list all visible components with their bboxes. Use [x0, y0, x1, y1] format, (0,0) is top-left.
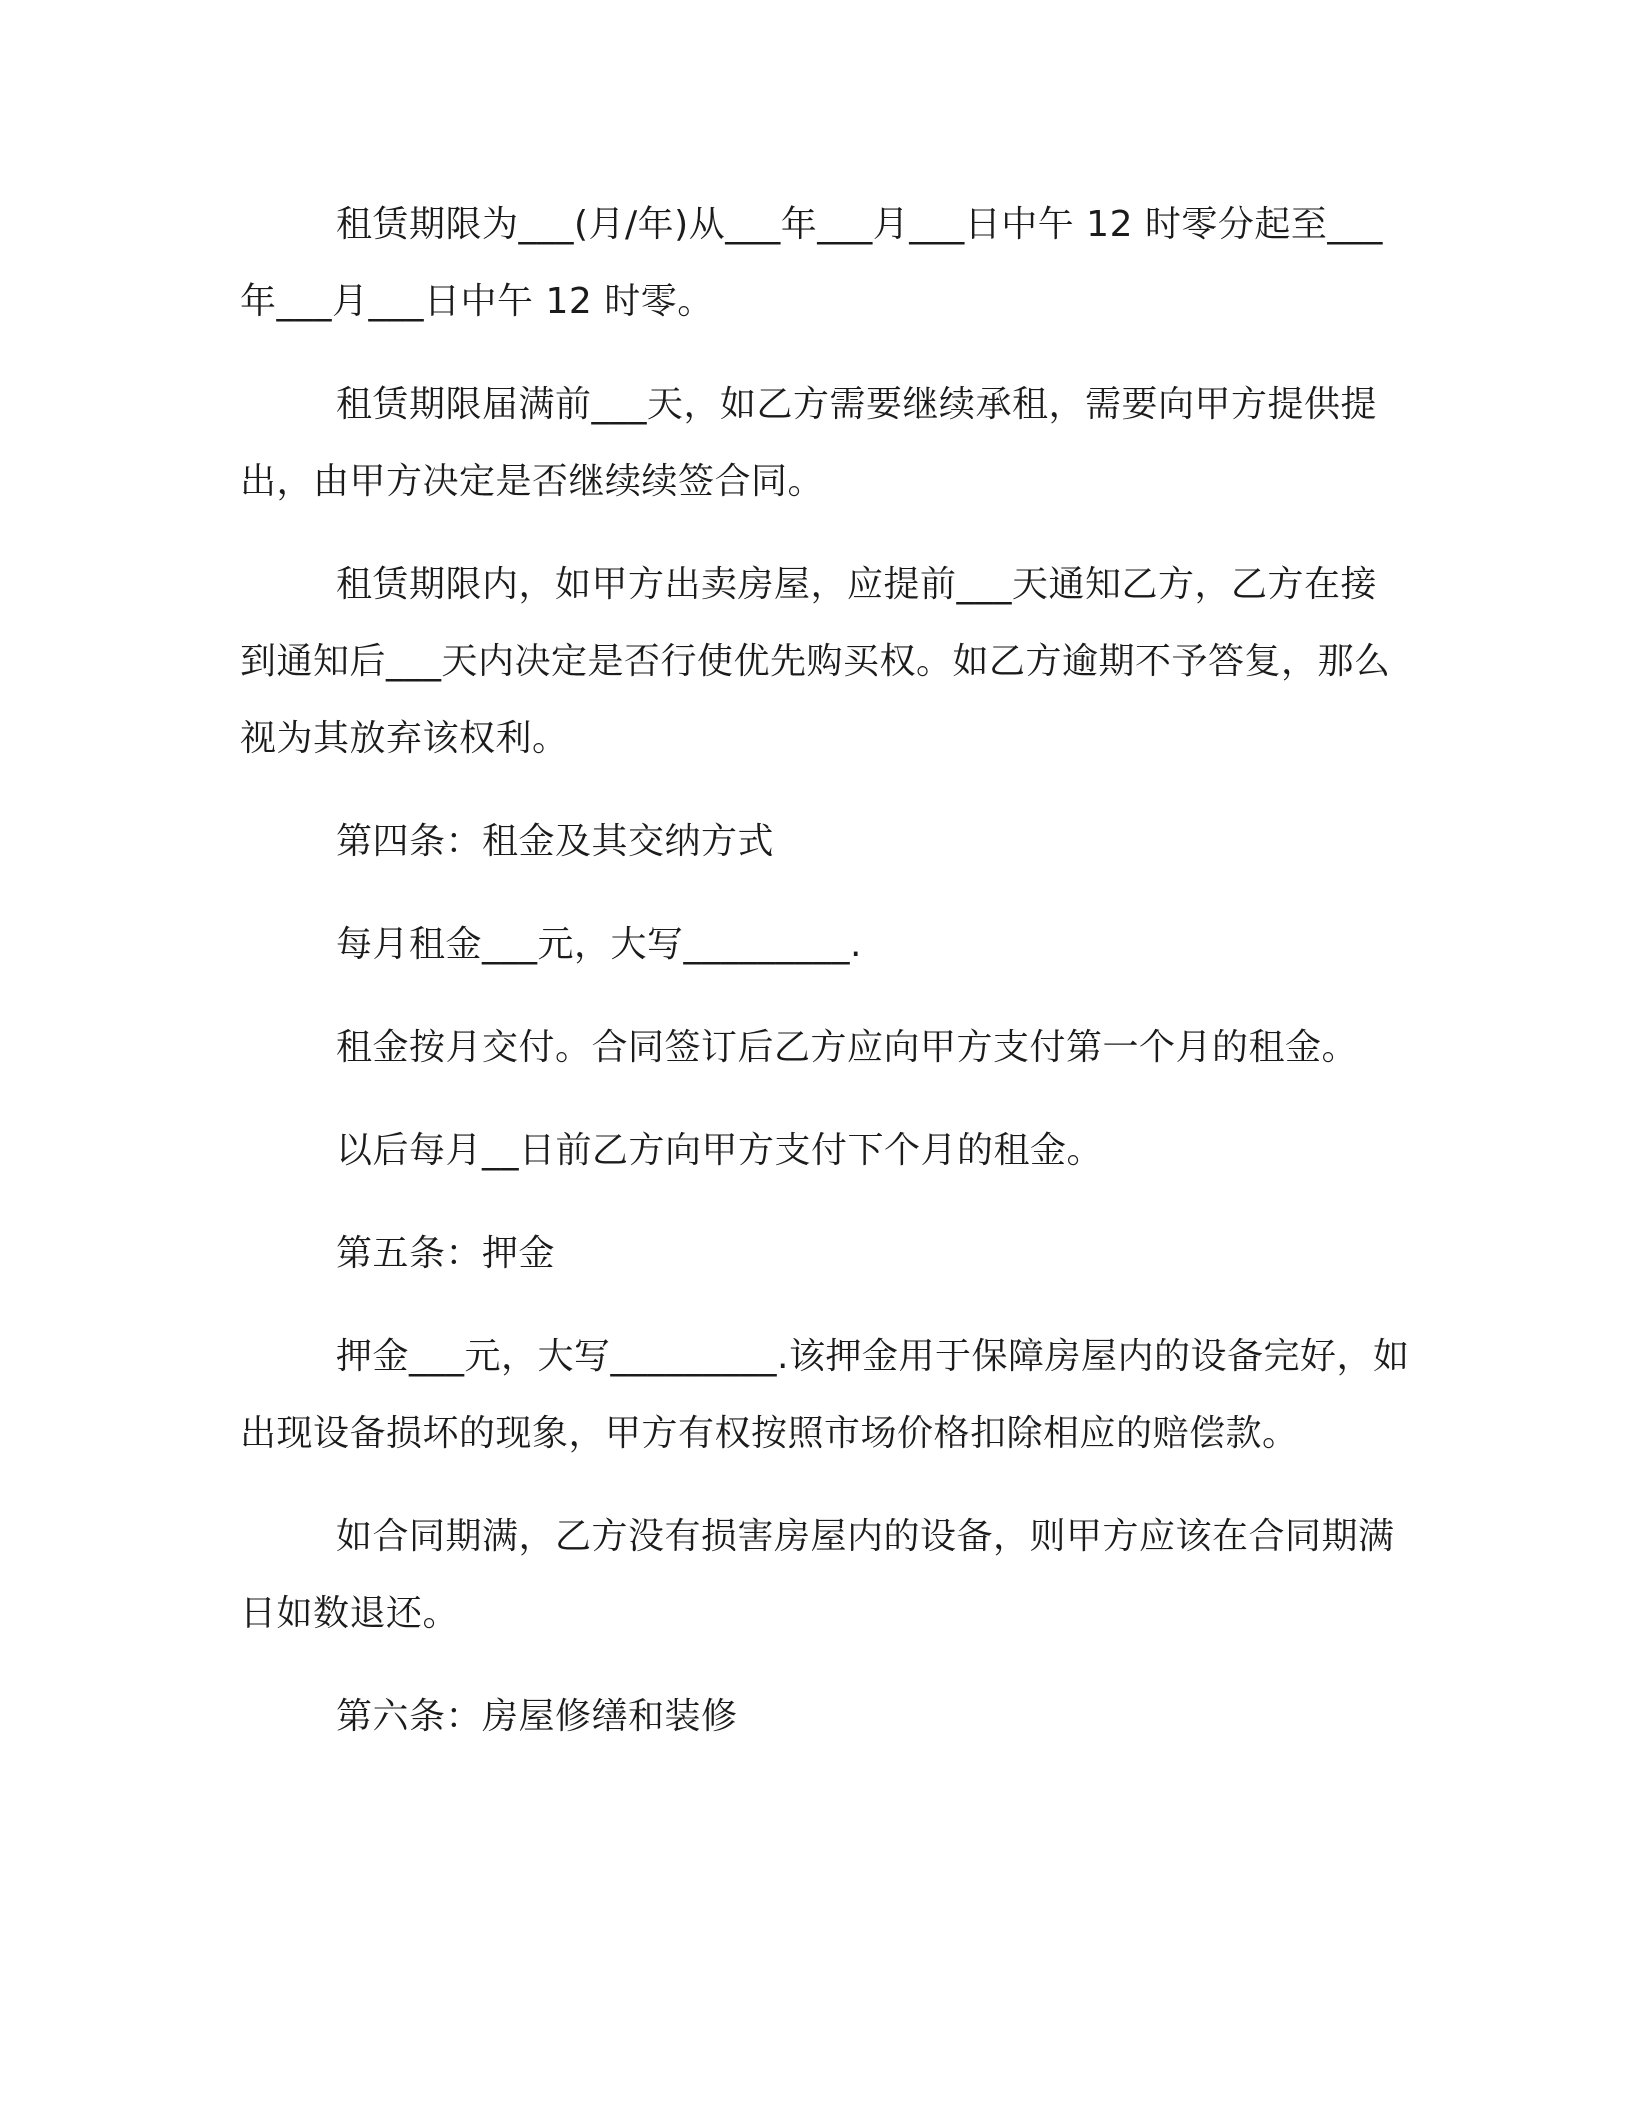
paragraph-lease-term: 租赁期限为___(月/年)从___年___月___日中午 12 时零分起至___年___月___日中午 12 时零。: [240, 204, 1383, 322]
document-body: [240, 186, 1410, 1755]
paragraph-deposit: 押金___元，大写_________.该押金用于保障房屋内的设备完好，如出现设备损坏的现象，甲方有权按照市场价格扣除相应的赔偿款。: [240, 1336, 1410, 1454]
paragraph-preemption-right: 租赁期限内，如甲方出卖房屋，应提前___天通知乙方，乙方在接到通知后___天内决定是否行使优先购买权。如乙方逾期不予答复，那么视为其放弃该权利。: [240, 564, 1391, 759]
paragraph-monthly-due-date: 以后每月__日前乙方向甲方支付下个月的租金。: [336, 1130, 1104, 1171]
paragraph-rent-payment: 租金按月交付。合同签订后乙方应向甲方支付第一个月的租金。: [336, 1027, 1359, 1068]
heading-article-five: 第五条：押金: [336, 1233, 556, 1274]
paragraph-monthly-rent: 每月租金___元，大写_________.: [336, 924, 862, 965]
paragraph-lease-renewal: 租赁期限届满前___天，如乙方需要继续承租，需要向甲方提供提出，由甲方决定是否继续续签合同。: [240, 384, 1378, 502]
heading-article-four: 第四条：租金及其交纳方式: [336, 821, 775, 862]
heading-article-six: 第六条：房屋修缮和装修: [336, 1696, 738, 1737]
paragraph-deposit-refund: 如合同期满，乙方没有损害房屋内的设备，则甲方应该在合同期满日如数退还。: [240, 1516, 1395, 1634]
